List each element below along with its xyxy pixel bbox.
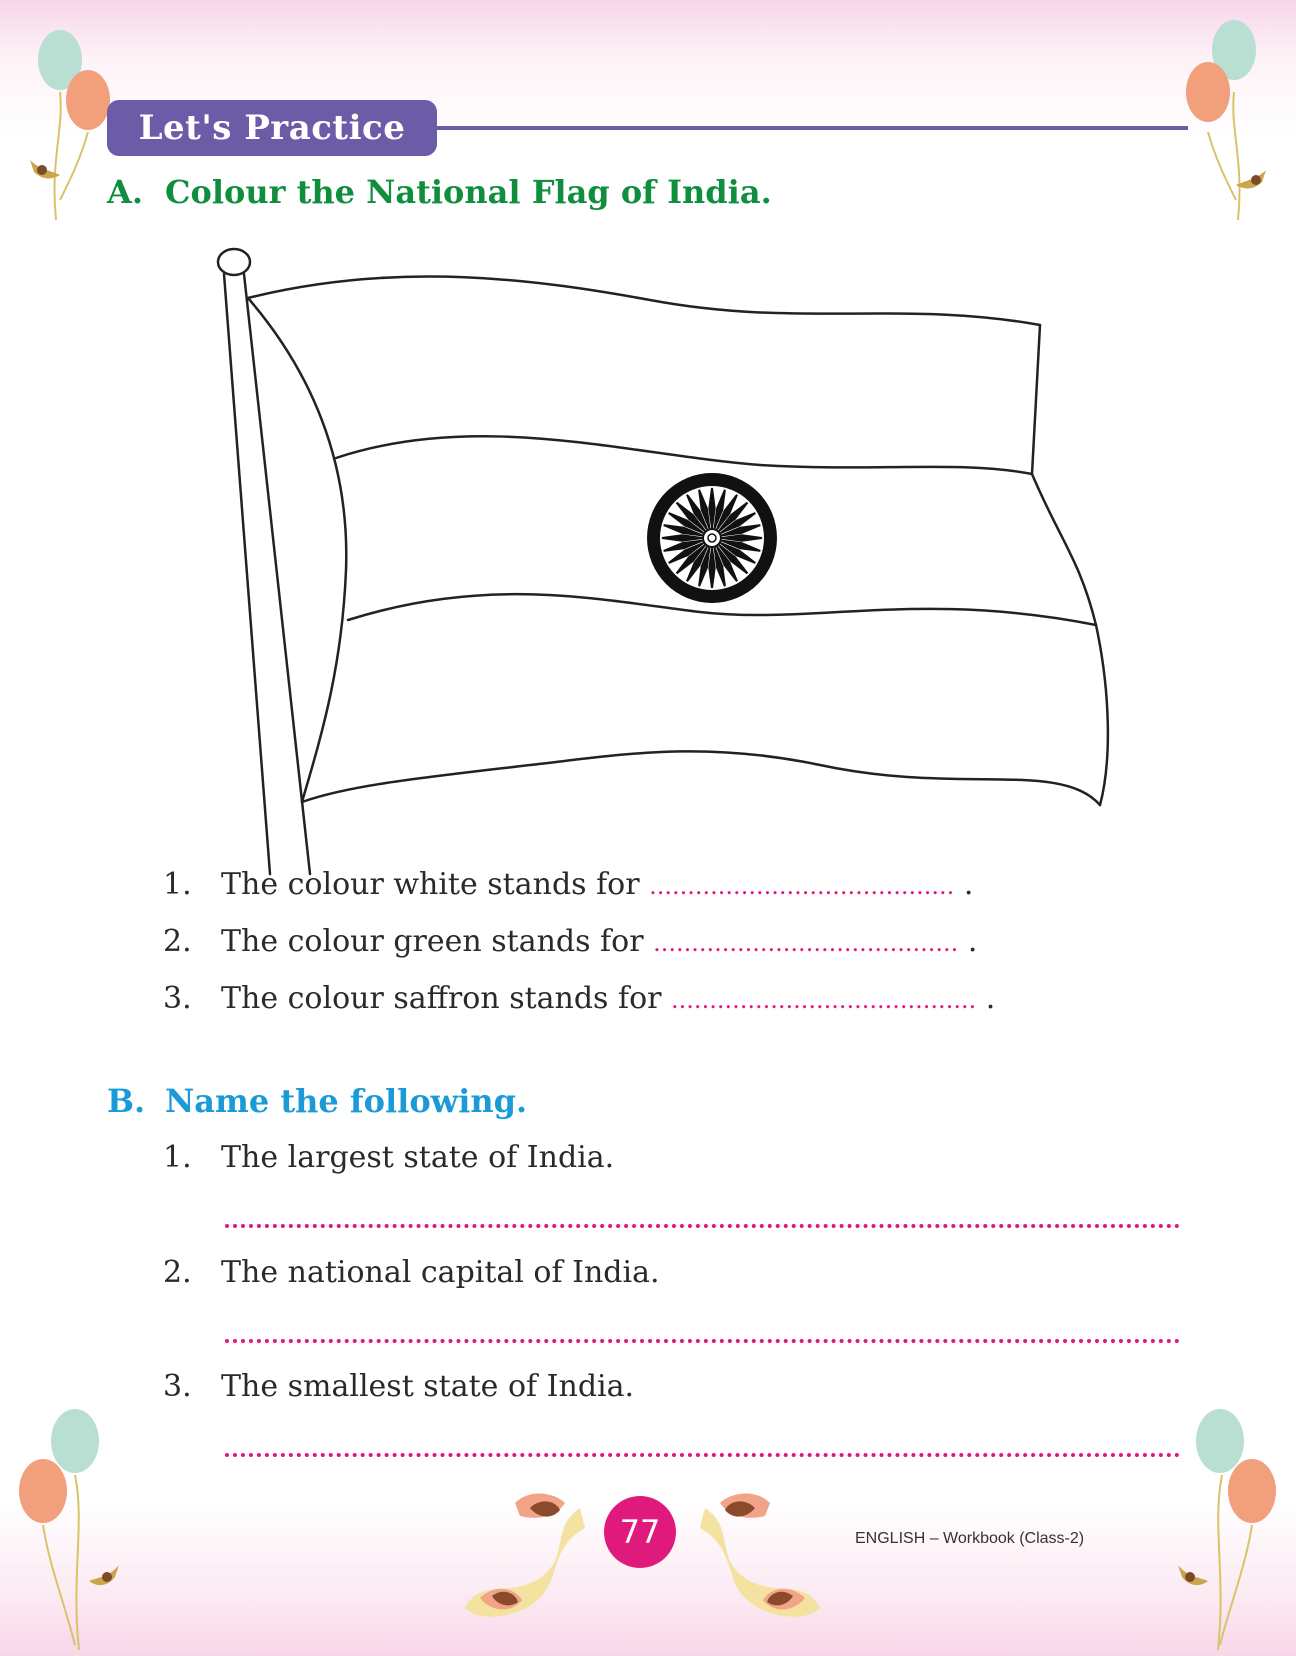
footer-ornament-left-icon <box>460 1488 590 1628</box>
question-a3 <box>163 981 995 1016</box>
question-b1-number: 1. <box>163 1140 192 1175</box>
indian-flag-drawing <box>200 240 1130 880</box>
section-a-letter: A. <box>107 173 143 211</box>
answer-line-b3[interactable] <box>225 1453 1180 1457</box>
answer-blank-a1[interactable]: ........................................ <box>649 872 955 900</box>
question-a1-end: . <box>963 867 974 902</box>
question-b3-text: The smallest state of India. <box>221 1369 635 1404</box>
balloons-bottom-left-icon <box>15 1405 125 1656</box>
question-b2-number: 2. <box>163 1255 192 1290</box>
section-b-title: Name the following. <box>165 1082 528 1120</box>
question-a1 <box>163 867 973 902</box>
flag-pole-right <box>244 274 310 874</box>
lets-practice-tab: Let's Practice <box>107 100 437 156</box>
flag-stripe-divider-top <box>336 436 1032 474</box>
answer-blank-a2[interactable]: ........................................ <box>653 929 959 957</box>
answer-line-b2[interactable] <box>225 1339 1180 1343</box>
answer-blank-a3[interactable]: ........................................ <box>671 986 977 1014</box>
section-b-heading <box>107 1082 527 1120</box>
balloons-top-right-icon <box>1178 20 1278 240</box>
question-b3-number: 3. <box>163 1369 192 1404</box>
header-rule <box>430 126 1188 130</box>
question-a3-number: 3. <box>163 981 192 1016</box>
balloons-top-left-icon <box>20 20 120 240</box>
question-a3-end: . <box>985 981 996 1016</box>
question-a2 <box>163 924 977 959</box>
question-b3 <box>163 1369 634 1404</box>
flag-left-edge <box>248 298 346 802</box>
question-a2-number: 2. <box>163 924 192 959</box>
flag-bottom-edge <box>302 751 1100 805</box>
question-a3-text: The colour saffron stands for <box>221 981 662 1016</box>
flag-top-edge <box>248 277 1040 325</box>
page-number-badge: 77 <box>604 1496 676 1568</box>
footer-ornament-right-icon <box>695 1488 825 1628</box>
question-a1-number: 1. <box>163 867 192 902</box>
answer-line-b1[interactable] <box>225 1224 1180 1228</box>
question-b1 <box>163 1140 614 1175</box>
question-b2 <box>163 1255 660 1290</box>
balloons-bottom-right-icon <box>1172 1405 1282 1656</box>
flag-pole-left <box>224 274 270 874</box>
question-b2-text: The national capital of India. <box>221 1255 660 1290</box>
question-b1-text: The largest state of India. <box>221 1140 615 1175</box>
question-a1-text: The colour white stands for <box>221 867 640 902</box>
section-a-heading <box>107 173 772 211</box>
section-a-title: Colour the National Flag of India. <box>165 173 772 211</box>
flag-pole-finial <box>218 249 250 275</box>
question-a2-end: . <box>967 924 978 959</box>
question-a2-text: The colour green stands for <box>221 924 644 959</box>
section-b-letter: B. <box>107 1082 146 1120</box>
flag-right-edge <box>1032 325 1108 805</box>
ashoka-chakra-icon <box>647 473 777 603</box>
book-title: ENGLISH – Workbook (Class-2) <box>855 1530 1085 1547</box>
